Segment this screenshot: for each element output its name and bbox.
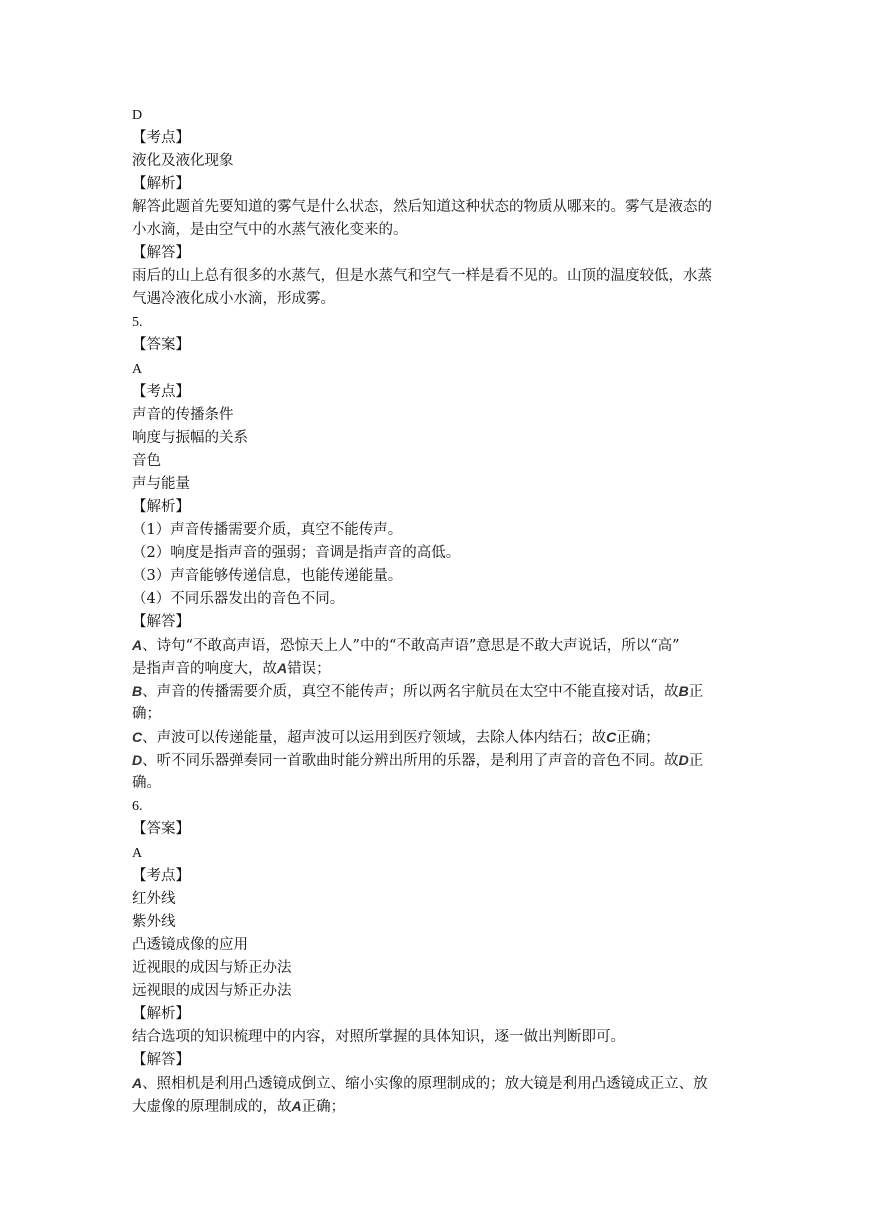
solution-option-a [132, 634, 742, 657]
section-heading: 【解答】 [132, 614, 190, 631]
topic-item: 声与能量 [132, 475, 190, 492]
option-letter: B [132, 683, 143, 700]
option-letter: A [291, 1098, 302, 1115]
solution-text: 错误； [287, 661, 331, 678]
section-heading: 【解答】 [132, 1051, 190, 1068]
analysis-text: 小水滴，是由空气中的水蒸气液化变来的。 [132, 222, 408, 239]
option-letter: B [678, 683, 689, 700]
topic-item: 近视眼的成因与矫正办法 [132, 959, 292, 976]
solution-text: 、照相机是利用凸透镜成倒立、缩小实像的原理制成的；放大镜是利用凸透镜成正立、放 [142, 1075, 708, 1092]
section-heading: 【答案】 [132, 337, 190, 354]
document-page [132, 104, 742, 1118]
solution-text: 、声音的传播需要介质，真空不能传声；所以两名宇航员在太空中不能直接对话，故 [142, 684, 679, 701]
solution-text: 、听不同乐器弹奏同一首歌曲时能分辨出所用的乐器，是利用了声音的音色不同。故 [142, 753, 679, 770]
solution-text: 、声波可以传递能量，超声波可以运用到医疗领域，去除人体内结石；故 [142, 730, 607, 747]
topic-item: 音色 [132, 452, 161, 469]
solution-text: 雨后的山上总有很多的水蒸气，但是水蒸气和空气一样是看不见的。山顶的温度较低，水蒸 [132, 268, 712, 285]
solution-text [132, 657, 742, 680]
solution-option-b [132, 680, 742, 703]
option-letter: C [606, 729, 617, 746]
section-heading: 【解析】 [132, 1005, 190, 1022]
solution-text [132, 1095, 742, 1118]
section-heading: 【解析】 [132, 498, 190, 515]
section-heading: 【解答】 [132, 245, 190, 262]
option-letter: A [132, 637, 143, 654]
solution-text: 是指声音的响度大，故 [132, 661, 277, 678]
answer-letter: A [132, 361, 143, 377]
topic-item: 响度与振幅的关系 [132, 429, 248, 446]
analysis-text: （4）不同乐器发出的音色不同。 [132, 590, 345, 607]
solution-text: 确。 [132, 775, 161, 792]
analysis-text: （2）响度是指声音的强弱；音调是指声音的高低。 [132, 544, 461, 561]
topic-item: 凸透镜成像的应用 [132, 936, 248, 953]
section-heading: 【考点】 [132, 130, 190, 147]
option-letter: A [277, 660, 288, 677]
section-heading: 【考点】 [132, 383, 190, 400]
option-letter: A [132, 1074, 143, 1091]
question-number: 5. [132, 315, 143, 331]
analysis-text: 结合选项的知识梳理中的内容，对照所掌握的具体知识，逐一做出判断即可。 [132, 1028, 625, 1045]
topic-item: 声音的传播条件 [132, 406, 234, 423]
analysis-text: （1）声音传播需要介质，真空不能传声。 [132, 521, 403, 538]
solution-text: 正 [688, 753, 704, 770]
analysis-text: （3）声音能够传递信息，也能传递能量。 [132, 567, 403, 584]
topic-item: 红外线 [132, 890, 176, 907]
option-letter: C [132, 729, 143, 746]
answer-letter: A [132, 845, 143, 861]
solution-text: 大虚像的原理制成的，故 [132, 1099, 292, 1116]
answer-letter: D [132, 108, 143, 123]
solution-text: 正 [688, 684, 704, 701]
solution-text: 、诗句“不敢高声语，恐惊天上人”中的“不敢高声语”意思是不敢大声说话，所以“高” [142, 638, 680, 655]
topic-item: 紫外线 [132, 913, 176, 930]
solution-text: 确； [132, 706, 161, 723]
solution-option-d [132, 749, 742, 772]
analysis-text: 解答此题首先要知道的雾气是什么状态，然后知道这种状态的物质从哪来的。雾气是液态的 [132, 199, 712, 216]
section-heading: 【答案】 [132, 821, 190, 838]
option-letter: D [132, 752, 143, 769]
topic-item: 液化及液化现象 [132, 153, 234, 170]
option-letter: D [678, 752, 689, 769]
solution-option-c [132, 726, 742, 749]
section-heading: 【考点】 [132, 867, 190, 884]
solution-text: 正确； [301, 1099, 346, 1116]
topic-item: 远视眼的成因与矫正办法 [132, 982, 292, 999]
solution-text: 正确； [616, 730, 660, 747]
solution-option-a [132, 1072, 742, 1095]
question-number: 6. [132, 799, 143, 815]
solution-text: 气遇冷液化成小水滴，形成雾。 [132, 291, 335, 308]
section-heading: 【解析】 [132, 176, 190, 193]
